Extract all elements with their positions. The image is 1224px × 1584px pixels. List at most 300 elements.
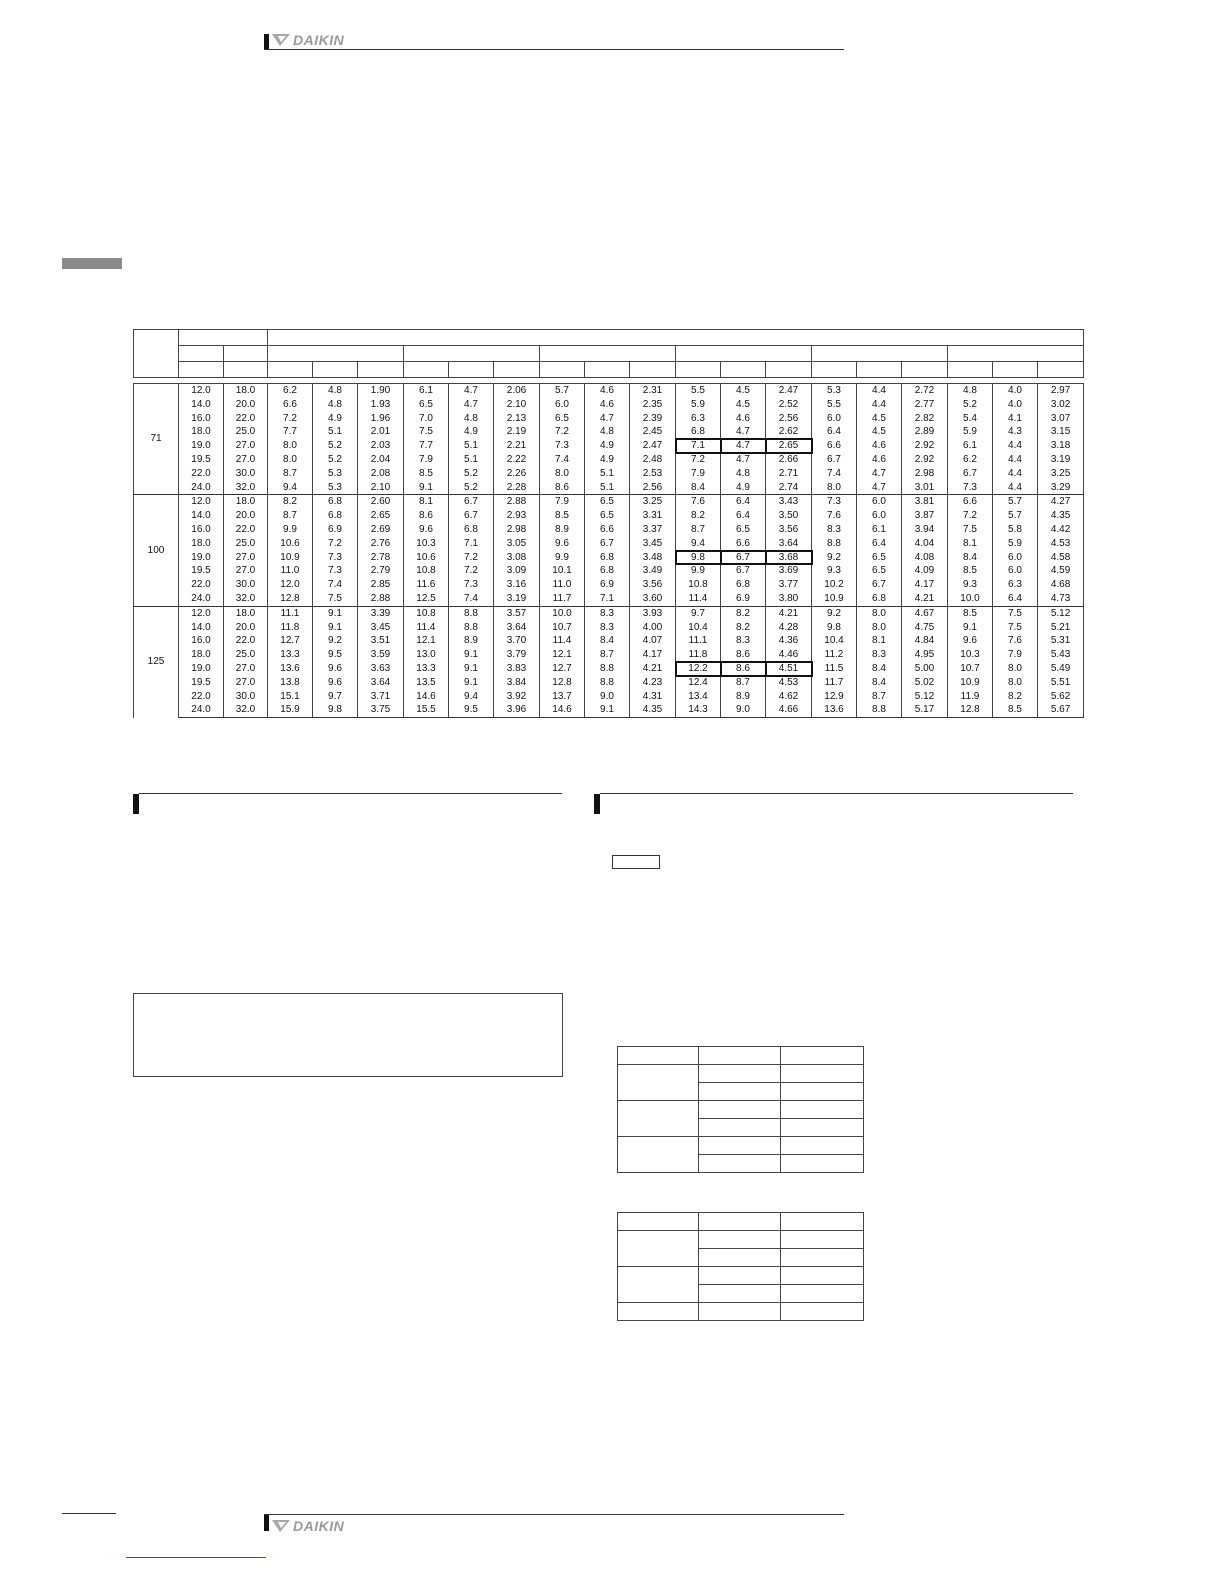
table-cell: 27.0 [224,551,268,565]
mini1-cell [781,1137,864,1155]
table-cell: 2.77 [902,398,948,412]
table-cell: 2.85 [358,578,404,592]
table-cell: 8.7 [857,690,902,704]
table-cell: 3.18 [1038,439,1084,453]
header-logo [272,32,344,48]
table-cell: 8.0 [993,662,1038,676]
table-cell: 22.0 [179,578,224,592]
table-cell: 8.0 [812,481,857,495]
header-cell-unit [948,362,993,378]
table-cell: 7.9 [993,648,1038,662]
table-cell: 8.0 [540,467,585,481]
table-cell: 4.53 [1038,537,1084,551]
table-cell: 8.1 [857,634,902,648]
table-cell: 10.9 [268,551,313,565]
table-cell: 6.8 [313,495,358,509]
table-cell: 9.4 [268,481,313,495]
table-cell: 19.5 [179,564,224,578]
table-cell: 4.7 [857,467,902,481]
table-cell: 12.8 [948,703,993,717]
table-cell: 7.1 [449,537,494,551]
table-cell: 7.2 [449,564,494,578]
table-cell: 13.6 [268,662,313,676]
table-cell: 2.98 [902,467,948,481]
table-cell: 9.9 [268,523,313,537]
table-cell: 30.0 [224,467,268,481]
table-cell: 4.23 [630,676,676,690]
model-cell: 125 [134,606,179,717]
table-cell: 4.5 [857,425,902,439]
table-cell: 5.1 [585,467,630,481]
table-cell: 9.8 [676,551,721,565]
header-cell-outdoor-group-5 [812,346,948,362]
table-cell: 8.5 [540,509,585,523]
header-cell-indoor-temp [179,330,268,346]
table-cell: 9.0 [721,703,766,717]
table-cell: 13.8 [268,676,313,690]
label-box [612,855,660,869]
table-cell: 5.7 [540,384,585,398]
table-cell: 4.9 [585,439,630,453]
header-rule [264,49,844,50]
highlight-divider [720,550,722,566]
table-cell: 2.82 [902,412,948,426]
table-cell: 7.2 [676,453,721,467]
highlight-divider [765,438,767,454]
table-cell: 7.0 [404,412,449,426]
table-cell: 8.4 [857,662,902,676]
table-cell: 13.5 [404,676,449,690]
table-cell: 4.1 [993,412,1038,426]
table-row [134,578,1084,592]
highlight-divider [765,550,767,566]
header-cell-unit [494,362,540,378]
table-cell: 4.68 [1038,578,1084,592]
table-cell: 6.0 [993,564,1038,578]
table-cell: 3.77 [766,578,812,592]
table-cell: 5.4 [948,412,993,426]
table-row [134,398,1084,412]
table-cell: 10.8 [404,564,449,578]
table-cell: 4.8 [948,384,993,398]
table-cell: 4.59 [1038,564,1084,578]
header-cell-outdoor-group-6 [948,346,1084,362]
table-cell: 8.5 [404,467,449,481]
table-cell: 5.12 [1038,606,1084,620]
table-cell: 19.5 [179,676,224,690]
table-cell: 9.2 [812,606,857,620]
table-cell: 7.5 [993,606,1038,620]
table-cell: 4.27 [1038,495,1084,509]
table-cell: 3.49 [630,564,676,578]
header-cell-outdoor-group-1 [268,346,404,362]
daikin-triangle-logo-icon [272,33,290,47]
table-cell: 13.4 [676,690,721,704]
header-cell-outdoor-group-4 [676,346,812,362]
table-cell: 9.4 [676,537,721,551]
table-cell: 4.7 [721,439,766,453]
table-cell: 5.7 [993,495,1038,509]
table-cell: 3.79 [494,648,540,662]
table-cell: 8.4 [857,676,902,690]
table-cell: 4.17 [630,648,676,662]
table-cell: 24.0 [179,592,224,606]
table-cell: 3.87 [902,509,948,523]
table-cell: 8.3 [721,634,766,648]
table-cell: 4.5 [857,412,902,426]
table-cell: 6.5 [540,412,585,426]
table-cell: 2.76 [358,537,404,551]
header-cell-unit [358,362,404,378]
table-cell: 11.2 [812,648,857,662]
table-cell: 6.1 [857,523,902,537]
highlight-divider [765,661,767,677]
table-cell: 3.59 [358,648,404,662]
header-cell-unit [676,362,721,378]
section-bar-right [594,794,600,814]
table-cell: 11.1 [268,606,313,620]
table-cell: 9.1 [449,648,494,662]
table-cell: 15.9 [268,703,313,717]
table-cell: 20.0 [224,509,268,523]
table-cell: 10.7 [540,621,585,635]
table-cell: 3.02 [1038,398,1084,412]
mini2-cell [699,1231,781,1249]
table-cell: 3.84 [494,676,540,690]
table-cell: 6.7 [721,564,766,578]
table-cell: 2.66 [766,453,812,467]
table-cell: 4.73 [1038,592,1084,606]
table-cell: 6.1 [948,439,993,453]
table-cell: 6.8 [676,425,721,439]
table-cell: 5.2 [449,467,494,481]
table-row [134,690,1084,704]
table-cell: 3.94 [902,523,948,537]
table-cell: 12.8 [268,592,313,606]
table-cell: 14.6 [404,690,449,704]
table-row [134,703,1084,717]
table-cell: 9.1 [313,606,358,620]
mini1-cell [699,1155,781,1173]
table-cell: 6.9 [585,578,630,592]
table-cell: 32.0 [224,592,268,606]
table-cell: 3.45 [630,537,676,551]
table-cell: 32.0 [224,481,268,495]
header-cell-unit [857,362,902,378]
table-cell: 2.60 [358,495,404,509]
table-row [134,509,1084,523]
table-cell: 5.67 [1038,703,1084,717]
table-cell: 2.10 [494,398,540,412]
table-cell: 5.3 [313,467,358,481]
table-cell: 7.5 [948,523,993,537]
table-cell: 7.4 [812,467,857,481]
table-cell: 10.4 [812,634,857,648]
table-cell: 11.8 [268,621,313,635]
table-cell: 6.0 [857,509,902,523]
table-cell: 14.6 [540,703,585,717]
table-cell: 6.4 [993,592,1038,606]
table-cell: 4.8 [585,425,630,439]
table-cell: 20.0 [224,398,268,412]
table-cell: 2.62 [766,425,812,439]
table-cell: 10.7 [948,662,993,676]
table-cell: 2.88 [494,495,540,509]
table-cell: 2.19 [494,425,540,439]
header-brand-name: DAIKIN [293,32,345,48]
table-cell: 5.21 [1038,621,1084,635]
table-cell: 9.6 [313,662,358,676]
table-cell: 11.0 [540,578,585,592]
mini2-cell [781,1249,864,1267]
table-cell: 7.2 [268,412,313,426]
table-cell: 3.70 [494,634,540,648]
table-cell: 7.2 [540,425,585,439]
table-cell: 2.04 [358,453,404,467]
table-cell: 6.6 [721,537,766,551]
table-cell: 8.4 [948,551,993,565]
table-cell: 4.7 [857,481,902,495]
table-cell: 7.3 [948,481,993,495]
table-cell: 8.6 [540,481,585,495]
table-cell: 6.7 [812,453,857,467]
table-cell: 5.02 [902,676,948,690]
table-cell: 4.67 [902,606,948,620]
table-cell: 6.7 [948,467,993,481]
footer-brand-bar [264,1515,269,1531]
table-row [134,648,1084,662]
table-cell: 7.5 [313,592,358,606]
table-cell: 12.9 [812,690,857,704]
table-cell: 8.3 [812,523,857,537]
table-cell: 8.7 [585,648,630,662]
table-cell: 25.0 [224,537,268,551]
table-cell: 2.26 [494,467,540,481]
table-row [134,606,1084,620]
table-cell: 8.3 [585,621,630,635]
table-cell: 9.5 [449,703,494,717]
table-cell: 8.7 [268,467,313,481]
table-cell: 8.6 [721,662,766,676]
table-cell: 9.1 [449,662,494,676]
table-cell: 9.8 [812,621,857,635]
table-cell: 6.0 [540,398,585,412]
table-cell: 16.0 [179,634,224,648]
table-cell: 9.3 [812,564,857,578]
table-cell: 2.56 [630,481,676,495]
table-cell: 7.9 [676,467,721,481]
table-cell: 3.96 [494,703,540,717]
table-cell: 8.0 [268,453,313,467]
table-row [134,384,1084,398]
table-cell: 6.4 [857,537,902,551]
table-cell: 9.9 [676,564,721,578]
mini2-cell [699,1213,781,1231]
table-cell: 3.92 [494,690,540,704]
table-cell: 3.64 [494,621,540,635]
mini1-cell [781,1101,864,1119]
table-cell: 11.7 [812,676,857,690]
mini2-cell [618,1267,699,1303]
table-cell: 7.3 [812,495,857,509]
table-cell: 14.3 [676,703,721,717]
table-cell: 18.0 [179,425,224,439]
table-cell: 5.17 [902,703,948,717]
table-cell: 4.46 [766,648,812,662]
table-cell: 6.2 [268,384,313,398]
table-cell: 32.0 [224,703,268,717]
mini1-cell [618,1047,699,1065]
table-cell: 2.52 [766,398,812,412]
table-cell: 11.6 [404,578,449,592]
table-cell: 6.3 [676,412,721,426]
table-cell: 8.8 [812,537,857,551]
table-cell: 7.7 [404,439,449,453]
table-cell: 8.2 [721,606,766,620]
mini1-cell [699,1101,781,1119]
table-cell: 2.93 [494,509,540,523]
table-cell: 24.0 [179,703,224,717]
table-cell: 4.9 [313,412,358,426]
header-cell-model [134,330,179,378]
table-cell: 14.0 [179,621,224,635]
table-cell: 16.0 [179,523,224,537]
table-cell: 12.0 [179,495,224,509]
mini2-cell [618,1303,699,1321]
table-cell: 7.2 [948,509,993,523]
mini2-cell [699,1285,781,1303]
table-cell: 4.0 [993,398,1038,412]
footer-link-underline[interactable] [126,1557,266,1558]
table-cell: 3.05 [494,537,540,551]
table-cell: 9.6 [404,523,449,537]
table-cell: 5.43 [1038,648,1084,662]
table-cell: 4.21 [902,592,948,606]
table-cell: 2.10 [358,481,404,495]
table-cell: 8.4 [585,634,630,648]
table-cell: 8.6 [721,648,766,662]
table-cell: 8.5 [948,606,993,620]
header-cell-wb [179,346,224,362]
table-cell: 10.9 [948,676,993,690]
table-cell: 3.43 [766,495,812,509]
table-cell: 27.0 [224,453,268,467]
table-cell: 10.6 [268,537,313,551]
table-cell: 1.93 [358,398,404,412]
header-cell-unit [902,362,948,378]
table-cell: 9.1 [313,621,358,635]
table-cell: 6.8 [585,551,630,565]
table-cell: 3.80 [766,592,812,606]
table-cell: 5.1 [585,481,630,495]
table-cell: 11.4 [540,634,585,648]
table-cell: 12.1 [540,648,585,662]
table-cell: 25.0 [224,648,268,662]
table-cell: 12.7 [540,662,585,676]
table-row [134,412,1084,426]
table-cell: 6.1 [404,384,449,398]
table-cell: 9.5 [313,648,358,662]
small-table-1 [617,1046,864,1173]
table-cell: 27.0 [224,564,268,578]
table-cell: 7.5 [993,621,1038,635]
table-cell: 9.1 [404,481,449,495]
table-cell: 19.5 [179,453,224,467]
table-cell: 4.3 [993,425,1038,439]
table-cell: 3.57 [494,606,540,620]
table-cell: 3.25 [1038,467,1084,481]
table-cell: 4.66 [766,703,812,717]
table-cell: 2.28 [494,481,540,495]
table-cell: 12.8 [540,676,585,690]
mini2-cell [699,1267,781,1285]
header-cell-unit [404,362,449,378]
table-cell: 6.0 [812,412,857,426]
table-cell: 2.35 [630,398,676,412]
table-row [134,621,1084,635]
table-cell: 4.21 [766,606,812,620]
table-cell: 6.9 [313,523,358,537]
table-cell: 4.4 [993,481,1038,495]
table-cell: 18.0 [224,495,268,509]
table-cell: 7.4 [449,592,494,606]
mini1-cell [699,1137,781,1155]
table-cell: 3.50 [766,509,812,523]
daikin-triangle-logo-icon [272,1519,290,1533]
table-cell: 10.9 [812,592,857,606]
table-cell: 6.7 [857,578,902,592]
table-cell: 4.95 [902,648,948,662]
table-cell: 4.8 [313,398,358,412]
table-cell: 8.8 [585,662,630,676]
small-table-2 [617,1212,864,1321]
table-cell: 8.1 [404,495,449,509]
table-cell: 4.6 [857,439,902,453]
table-cell: 4.7 [721,453,766,467]
table-cell: 2.69 [358,523,404,537]
table-cell: 18.0 [224,606,268,620]
table-cell: 6.7 [585,537,630,551]
section-bar-left [133,794,139,814]
header-cell-unit [449,362,494,378]
table-cell: 30.0 [224,690,268,704]
table-cell: 6.6 [585,523,630,537]
table-cell: 8.8 [449,606,494,620]
table-cell: 5.7 [993,509,1038,523]
table-cell: 4.53 [766,676,812,690]
table-cell: 30.0 [224,578,268,592]
table-cell: 8.9 [721,690,766,704]
mini1-cell [618,1065,699,1101]
header-brand-bar [264,34,269,50]
table-cell: 5.9 [948,425,993,439]
table-cell: 4.28 [766,621,812,635]
table-cell: 7.9 [404,453,449,467]
table-cell: 22.0 [179,467,224,481]
table-cell: 18.0 [224,384,268,398]
table-cell: 5.12 [902,690,948,704]
table-cell: 4.4 [857,384,902,398]
table-cell: 7.1 [676,439,721,453]
header-cell-unit [540,362,585,378]
table-cell: 10.0 [948,592,993,606]
table-cell: 11.4 [676,592,721,606]
table-cell: 7.4 [313,578,358,592]
mini2-cell [618,1231,699,1267]
table-cell: 8.0 [993,676,1038,690]
table-cell: 6.0 [857,495,902,509]
table-cell: 10.1 [540,564,585,578]
